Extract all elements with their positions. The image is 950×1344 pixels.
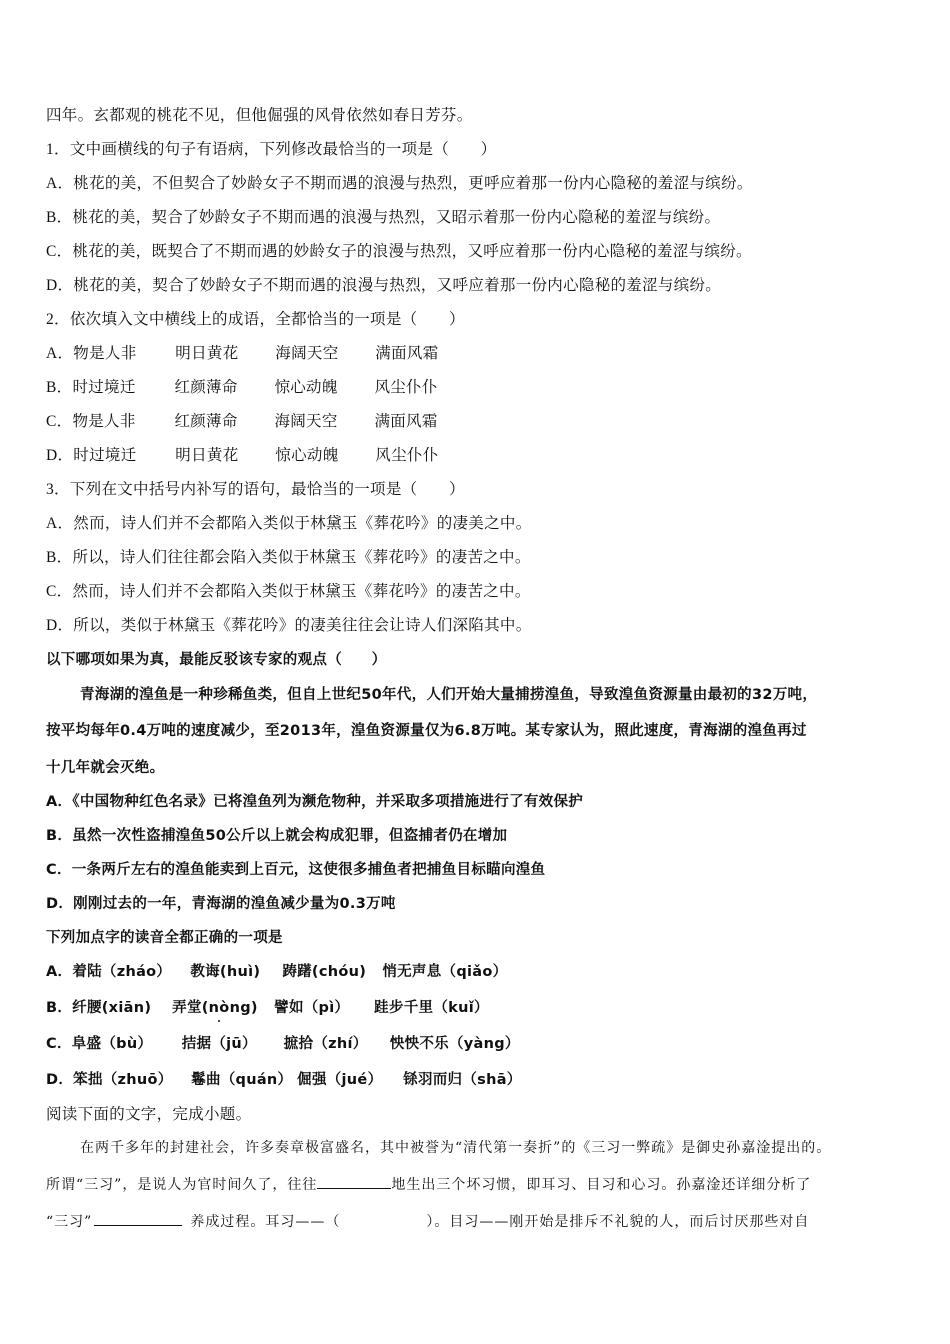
q4-passage-line: 青海湖的湟鱼是一种珍稀鱼类，但自上世纪50年代，人们开始大量捕捞湟鱼，导致湟鱼资源量由最初的32万吨， <box>80 687 818 703</box>
q2-word: 惊心动魄 <box>274 379 338 396</box>
reading-line-2 <box>46 1174 811 1194</box>
q5-option-a <box>46 960 507 981</box>
intro-line: 四年。玄都观的桃花不见，但他倔强的风骨依然如春日芳芬。 <box>46 107 473 124</box>
reading-text: ）。目习——刚开始是排斥不礼貌的人，而后讨厌那些对自 <box>426 1214 810 1230</box>
q5-option-label: C． <box>46 1036 72 1052</box>
q5-item: 纤腰(xiān) <box>72 1000 152 1016</box>
q2-word: 红颜薄命 <box>174 413 238 430</box>
q2-word: 物是人非 <box>72 413 136 430</box>
q4-stem: 以下哪项如果为真，最能反驳该专家的观点（ ） <box>46 652 387 668</box>
q2-word: 明日黄花 <box>175 345 239 362</box>
q5-item: 踌躇(chóu) <box>282 964 367 980</box>
q2-option-c <box>46 409 438 431</box>
reading-text: “三习” <box>46 1214 93 1230</box>
q5-option-b <box>46 996 489 1017</box>
q2-option-label: A． <box>46 345 74 362</box>
q5-item: 教诲(huì) <box>190 964 261 980</box>
q5-item: 摭拾（zhí） <box>283 1036 368 1052</box>
q5-option-d <box>46 1068 522 1089</box>
q5-option-label: A． <box>46 964 73 980</box>
q2-word: 物是人非 <box>73 345 137 362</box>
q2-option-d <box>46 443 439 465</box>
q5-item: 怏怏不乐（yàng） <box>389 1036 520 1052</box>
q2-word: 风尘仆仆 <box>375 447 439 464</box>
q2-word: 风尘仆仆 <box>374 379 438 396</box>
q5-item: 笨拙（zhuō） <box>73 1072 173 1088</box>
fill-blank-2[interactable] <box>94 1211 182 1226</box>
q1-stem: 1．文中画横线的句子有语病，下列修改最恰当的一项是（ ） <box>46 141 497 158</box>
q5-item: 倔强（jué） <box>297 1072 383 1088</box>
q5-item: 鬈曲（quán） <box>191 1072 293 1088</box>
q5-item: 铩羽而归（shā） <box>403 1072 522 1088</box>
q2-option-label: C． <box>46 413 73 430</box>
q2-word: 明日黄花 <box>175 447 239 464</box>
q2-option-b <box>46 375 438 397</box>
q3-option-b: B．所以，诗人们往往都会陷入类似于林黛玉《葬花吟》的凄苦之中。 <box>46 549 531 566</box>
q2-option-label: B． <box>46 379 73 396</box>
q5-item: 悄无声息（qiǎo） <box>382 964 508 980</box>
reading-line-1: 在两千多年的封建社会，许多奏章极富盛名，其中被誉为“清代第一奏折”的《三习一弊疏》是御史孙嘉淦提出的。 <box>80 1140 832 1156</box>
q4-passage-line: 十几年就会灭绝。 <box>46 760 165 776</box>
q2-option-label: D． <box>46 447 74 464</box>
q2-option-a <box>46 341 439 363</box>
q2-word: 时过境迁 <box>73 447 137 464</box>
q1-option-b: B．桃花的美，契合了妙龄女子不期而遇的浪漫与热烈，又昭示着那一份内心隐秘的羞涩与缤纷。 <box>46 209 721 226</box>
q4-option-a: A．《中国物种红色名录》已将湟鱼列为濒危物种，并采取多项措施进行了有效保护 <box>46 794 584 810</box>
q5-item: 着陆（zháo） <box>72 964 172 980</box>
q4-passage-line: 按平均每年0.4万吨的速度减少，至2013年，湟鱼资源量仅为6.8万吨。某专家认为，照此速度，青海湖的湟鱼再过 <box>46 723 807 739</box>
q5-option-c <box>46 1032 520 1053</box>
q1-option-a: A．桃花的美，不但契合了妙龄女子不期而遇的浪漫与热烈，更呼应着那一份内心隐秘的羞涩与缤纷。 <box>46 175 753 192</box>
reading-line-3 <box>46 1211 809 1231</box>
reading-text: 所谓“三习”，是说人为官时间久了，往往 <box>46 1177 318 1193</box>
q5-item: 弄堂(nòng) <box>172 996 274 1017</box>
q1-option-d: D．桃花的美，契合了妙龄女子不期而遇的浪漫与热烈，又呼应着那一份内心隐秘的羞涩与缤纷。 <box>46 277 722 294</box>
q2-stem: 2．依次填入文中横线上的成语，全都恰当的一项是（ ） <box>46 311 465 328</box>
q5-item: 譬如（pì） <box>274 1000 350 1016</box>
q4-option-c: C．一条两斤左右的湟鱼能卖到上百元，这使很多捕鱼者把捕鱼目标瞄向湟鱼 <box>46 862 546 878</box>
q5-item: 阜盛（bù） <box>71 1036 153 1052</box>
fill-blank-1[interactable] <box>317 1174 391 1189</box>
q2-word: 惊心动魄 <box>275 447 339 464</box>
q4-option-d: D．刚刚过去的一年，青海湖的湟鱼减少量为0.3万吨 <box>46 896 396 912</box>
q4-option-b: B．虽然一次性盗捕湟鱼50公斤以上就会构成犯罪，但盗捕者仍在增加 <box>46 828 508 844</box>
q2-word: 海阔天空 <box>275 345 339 362</box>
q2-word: 满面风霜 <box>375 345 439 362</box>
q5-option-label: B． <box>46 1000 73 1016</box>
q1-option-c: C．桃花的美，既契合了不期而遇的妙龄女子的浪漫与热烈，又呼应着那一份内心隐秘的羞涩与缤纷。 <box>46 243 752 260</box>
q3-option-c: C．然而，诗人们并不会都陷入类似于林黛玉《葬花吟》的凄苦之中。 <box>46 583 531 600</box>
q5-option-label: D． <box>46 1072 74 1088</box>
reading-heading: 阅读下面的文字，完成小题。 <box>46 1106 252 1123</box>
q5-item: 跬步千里（kuǐ） <box>374 1000 489 1016</box>
q2-word: 红颜薄命 <box>174 379 238 396</box>
reading-text: 地生出三个坏习惯，即耳习、目习和心习。孙嘉淦还详细分析了 <box>391 1177 812 1193</box>
reading-text: 养成过程。耳习——（ <box>190 1214 341 1230</box>
q3-option-a: A．然而，诗人们并不会都陷入类似于林黛玉《葬花吟》的凄美之中。 <box>46 515 532 532</box>
q3-stem: 3．下列在文中括号内补写的语句，最恰当的一项是（ ） <box>46 481 465 498</box>
q5-item: 拮据（jū） <box>181 1036 257 1052</box>
q3-option-d: D．所以，类似于林黛玉《葬花吟》的凄美往往会让诗人们深陷其中。 <box>46 617 532 634</box>
q2-word: 海阔天空 <box>274 413 338 430</box>
q2-word: 满面风霜 <box>374 413 438 430</box>
q5-stem: 下列加点字的读音全都正确的一项是 <box>46 930 283 946</box>
q2-word: 时过境迁 <box>72 379 136 396</box>
